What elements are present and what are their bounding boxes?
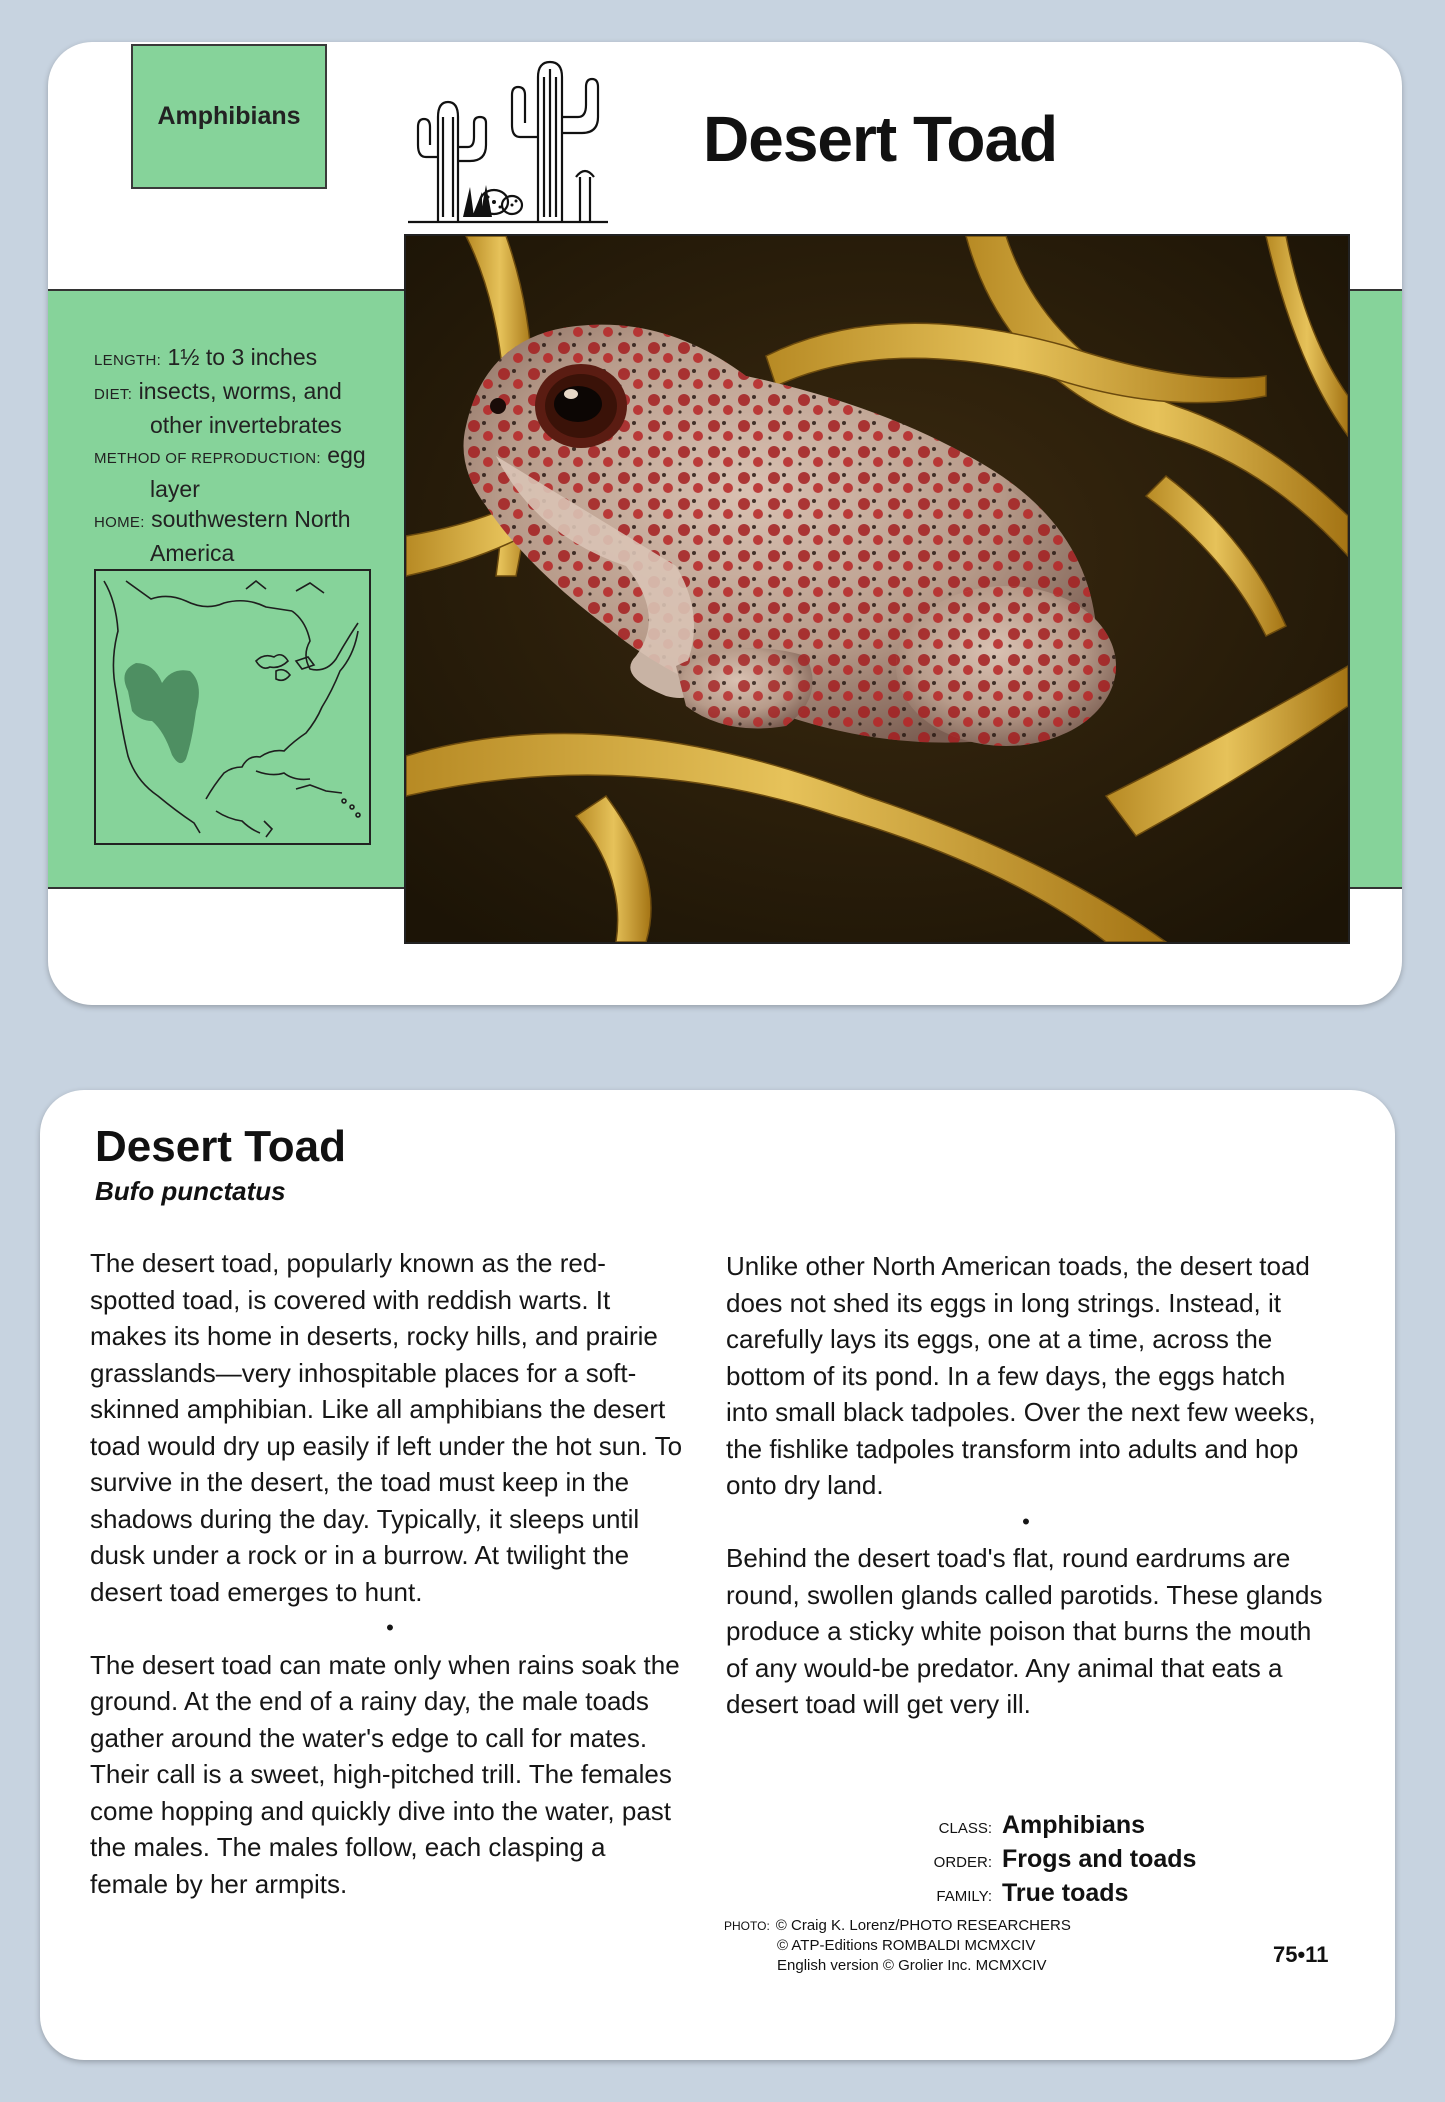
- taxonomy-family: FAMILY: True toads: [936, 1879, 1129, 1907]
- taxonomy-order: ORDER: Frogs and toads: [933, 1845, 1197, 1873]
- text-column-right: [726, 1248, 1326, 1723]
- text-column-left: [90, 1245, 690, 1902]
- fact-home: HOME: southwestern North America: [94, 506, 351, 566]
- paragraph-separator: •: [1022, 1508, 1030, 1534]
- back-card: [40, 1090, 1395, 2060]
- card-number: 75•11: [1273, 1942, 1329, 1967]
- taxonomy-class: CLASS: Amphibians: [938, 1811, 1146, 1839]
- cactus-illustration: [408, 57, 608, 227]
- north-america-map-icon: [96, 571, 369, 843]
- range-map: [94, 569, 371, 845]
- paragraph-separator: •: [386, 1615, 394, 1640]
- scientific-name: Bufo punctatus: [95, 1176, 286, 1206]
- toad-photo: [404, 234, 1350, 944]
- category-tab: [131, 44, 327, 189]
- fact-diet: DIET: insects, worms, and other invertebrates: [94, 378, 342, 438]
- fact-list: [94, 342, 414, 568]
- fact-length: LENGTH: 1½ to 3 inches: [94, 344, 318, 370]
- paragraph: Behind the desert toad's flat, round eardrums are round, swollen glands called parotids. These glands produce a sticky white poison that burns the mouth of any would-be predator. Any animal that eats a desert toad will get very ill.: [726, 1543, 1323, 1719]
- fact-reproduction: METHOD OF REPRODUCTION: egg layer: [94, 442, 366, 502]
- taxonomy-block: [920, 1810, 1196, 1912]
- front-card: [48, 42, 1402, 1005]
- front-title: Desert Toad: [703, 103, 1058, 175]
- category-label: Amphibians: [157, 102, 301, 130]
- paragraph: The desert toad can mate only when rains soak the ground. At the end of a rainy day, the male toads gather around the water's edge to call for mates. Their call is a sweet, high-pitched trill. The females come hopping and quickly dive into the water, past the males. The males follow, each clasping a female by her armpits.: [90, 1649, 680, 1899]
- desert-toad-image: [406, 236, 1348, 942]
- photo-credits: PHOTO: © Craig K. Lorenz/PHOTO RESEARCHERS © ATP-Editions ROMBALDI MCMXCIV English version © Grolier Inc. MCMXCIV: [724, 1917, 1071, 1974]
- back-title: Desert Toad: [95, 1122, 347, 1171]
- paragraph: The desert toad, popularly known as the red-spotted toad, is covered with reddish warts. It makes its home in deserts, rocky hills, and prairie grasslands—very inhospitable places for a soft-skinned amphibian. Like all amphibians the desert toad would dry up easily if left under the hot sun. To survive in the desert, the toad must keep in the shadows during the day. Typically, it sleeps until dusk under a rock or in a burrow. At twilight the desert toad emerges to hunt.: [90, 1248, 683, 1607]
- paragraph: Unlike other North American toads, the desert toad does not shed its eggs in long strings. Instead, it carefully lays its eggs, one at a time, across the bottom of its pond. In a few days, the eggs hatch into small black tadpoles. Over the next few weeks, the fishlike tadpoles transform into adults and hop onto dry land.: [726, 1251, 1316, 1500]
